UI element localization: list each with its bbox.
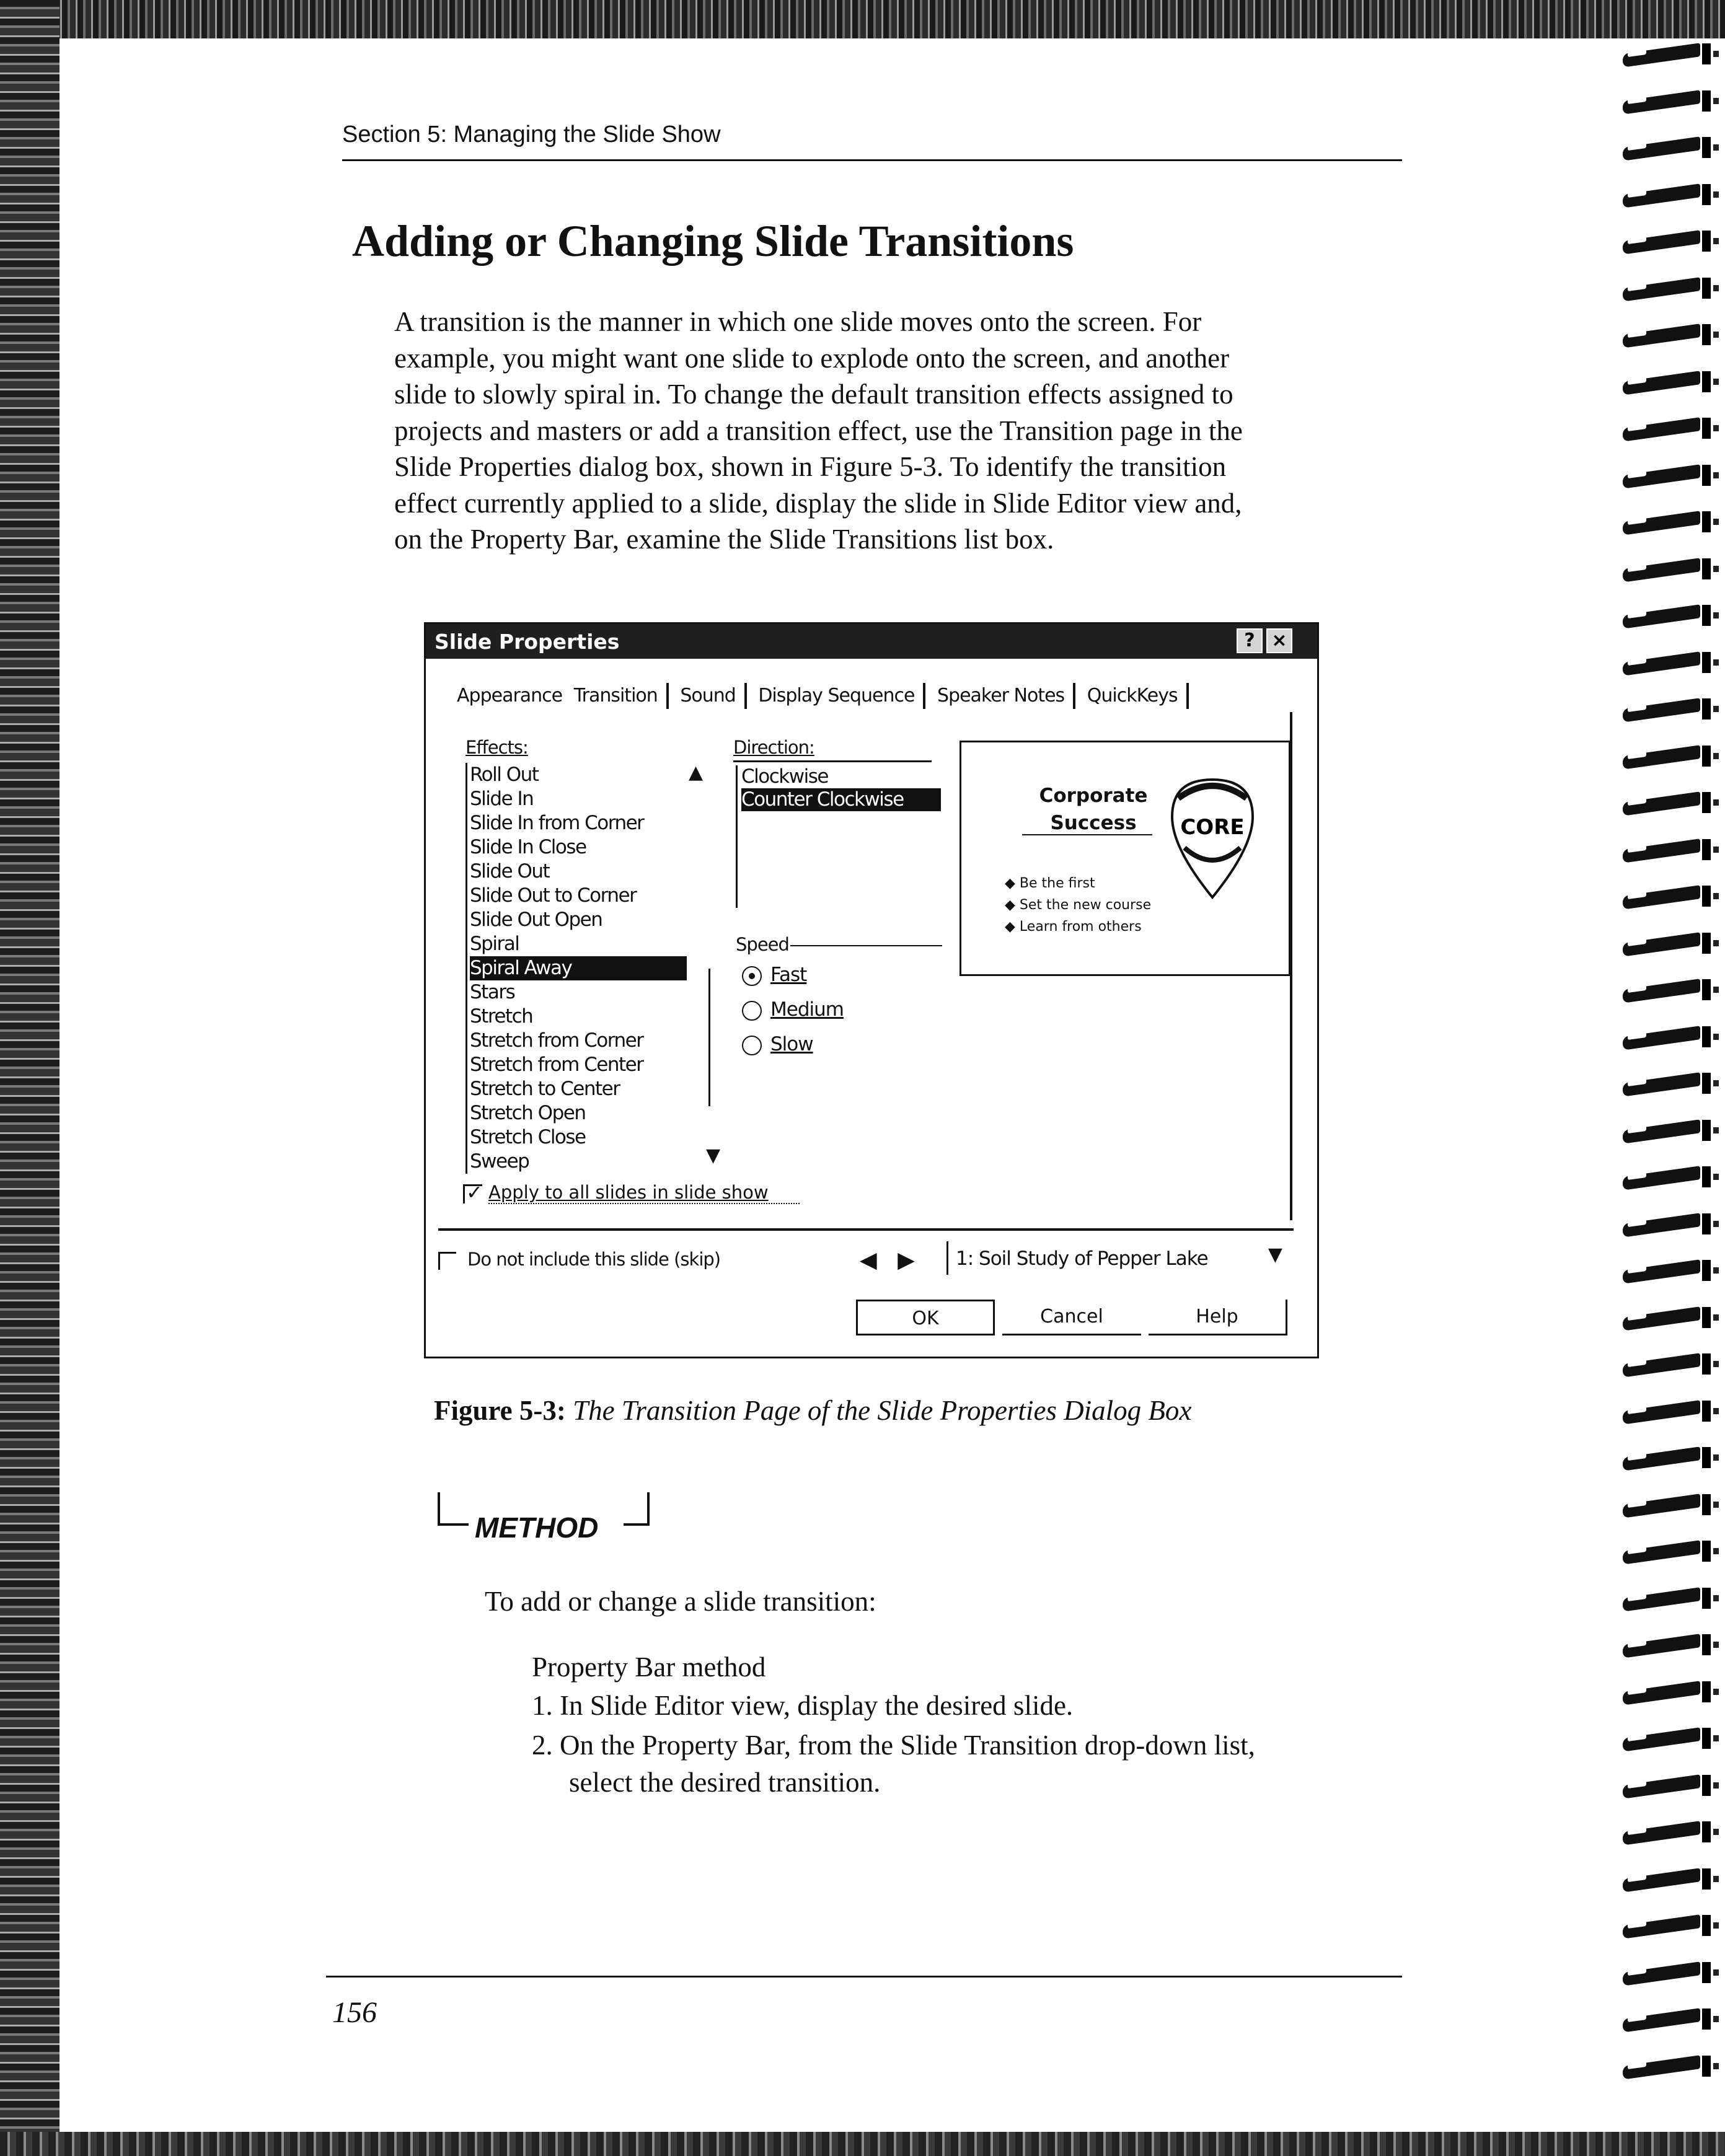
binding-coil: [1612, 933, 1725, 954]
preview-bullets: [1005, 873, 1151, 938]
effects-label: Effects:: [465, 737, 528, 758]
speed-fast-label: Fast: [770, 964, 807, 986]
binding-coil: [1612, 839, 1725, 860]
binding-coil: [1612, 418, 1725, 439]
method-box-edge: [438, 1492, 440, 1525]
binding-coil: [1612, 1868, 1725, 1890]
binding-coil: [1612, 90, 1725, 112]
direction-listbox[interactable]: [736, 765, 946, 908]
page-title: Adding or Changing Slide Transitions: [352, 216, 1074, 266]
speed-label: Speed: [736, 934, 789, 955]
tab-display-sequence[interactable]: Display Sequence: [758, 684, 915, 706]
figure-caption: [434, 1394, 1191, 1427]
effect-item[interactable]: Slide In: [470, 788, 534, 810]
method-box-edge: [624, 1523, 650, 1526]
cancel-button[interactable]: Cancel: [1002, 1300, 1141, 1335]
binding-coil: [1612, 1634, 1725, 1655]
binding-coil: [1612, 511, 1725, 532]
close-button[interactable]: ×: [1266, 628, 1292, 653]
scan-border-left: [0, 0, 60, 2156]
binding-coil: [1612, 1447, 1725, 1468]
intro-line: example, you might want one slide to explode onto the screen, and another: [394, 342, 1230, 374]
binding-coil: [1612, 1307, 1725, 1328]
intro-line: projects and masters or add a transition effect, use the Transition page in the: [394, 415, 1243, 446]
method-label: METHOD: [475, 1511, 599, 1544]
binding-coil: [1612, 1260, 1725, 1281]
speed-slow-radio[interactable]: [742, 1033, 813, 1055]
preview-title-line1: Corporate: [1039, 785, 1148, 807]
speed-group-rule: [790, 945, 942, 946]
ok-button[interactable]: OK: [856, 1300, 995, 1335]
apply-all-checkbox[interactable]: [463, 1182, 800, 1203]
binding-coil: [1612, 1821, 1725, 1842]
slide-properties-dialog: [424, 622, 1319, 1358]
tab-transition[interactable]: Transition: [573, 684, 658, 706]
preview-title: [1022, 782, 1165, 837]
binding-coil: [1612, 1401, 1725, 1422]
effect-item[interactable]: Stars: [470, 981, 515, 1003]
slide-select-dropdown[interactable]: [946, 1241, 1286, 1275]
tab-divider: [1073, 683, 1075, 709]
effects-listbox[interactable]: [465, 763, 702, 1174]
logo-text: CORE: [1180, 815, 1245, 840]
effect-item[interactable]: Sweep: [470, 1150, 529, 1173]
binding-coil: [1612, 1026, 1725, 1047]
direction-list-top-rule: [733, 760, 932, 762]
effect-item[interactable]: Stretch from Center: [470, 1054, 643, 1076]
radio-circle-icon: [742, 1036, 762, 1055]
binding-coil: [1612, 979, 1725, 1000]
method-box-edge: [438, 1523, 469, 1526]
direction-item[interactable]: Counter Clockwise: [741, 788, 941, 811]
footer-rule: [326, 1976, 1402, 1978]
effect-item[interactable]: Roll Out: [470, 763, 539, 786]
effect-item[interactable]: Stretch from Corner: [470, 1029, 643, 1052]
effect-item[interactable]: Slide In Close: [470, 836, 586, 858]
binding-coil: [1612, 1775, 1725, 1796]
header-rule: [342, 159, 1402, 161]
binding-coil: [1612, 465, 1725, 486]
effect-item[interactable]: Stretch Close: [470, 1126, 586, 1148]
direction-label: Direction:: [733, 737, 814, 758]
binding-coil: [1612, 2009, 1725, 2030]
binding-coil: [1612, 43, 1725, 64]
scroll-down-arrow-icon[interactable]: ▼: [706, 1145, 721, 1166]
intro-line: Slide Properties dialog box, shown in Figure 5-3. To identify the transition: [394, 451, 1227, 482]
intro-line: on the Property Bar, examine the Slide Transitions list box.: [394, 524, 1054, 555]
speed-medium-radio[interactable]: [742, 998, 844, 1021]
speed-slow-label: Slow: [770, 1033, 813, 1055]
step-1: 1. In Slide Editor view, display the desired slide.: [532, 1690, 1074, 1721]
next-slide-icon[interactable]: ▶: [898, 1247, 915, 1273]
preview-title-line2: Success: [1050, 812, 1137, 834]
binding-coil: [1612, 792, 1725, 813]
binding-coil: [1612, 1166, 1725, 1187]
method-intro: To add or change a slide transition:: [485, 1586, 876, 1617]
effect-item[interactable]: Stretch Open: [470, 1102, 586, 1124]
apply-all-label: Apply to all slides in slide show: [488, 1182, 800, 1204]
effect-item[interactable]: Spiral Away: [470, 956, 687, 980]
effect-item[interactable]: Spiral: [470, 933, 519, 955]
core-logo-icon: [1166, 773, 1259, 904]
radio-circle-icon: [742, 1001, 762, 1021]
chevron-down-icon[interactable]: ▼: [1268, 1244, 1282, 1265]
binding-coil: [1612, 137, 1725, 158]
intro-line: effect currently applied to a slide, display the slide in Slide Editor view and,: [394, 487, 1242, 519]
dialog-title-bar: [426, 624, 1317, 659]
panel-bottom-edge: [438, 1228, 1294, 1231]
method-heading: Property Bar method: [532, 1652, 766, 1683]
preview-bullet: ◆ Set the new course: [1005, 894, 1151, 916]
skip-slide-label: Do not include this slide (skip): [467, 1249, 721, 1270]
tab-strip: [457, 683, 1195, 709]
spiral-binding: [1612, 43, 1725, 2107]
page-number: 156: [332, 1996, 377, 2029]
intro-paragraph: [394, 304, 1374, 558]
method-box: [438, 1492, 650, 1542]
binding-coil: [1612, 371, 1725, 392]
tab-sound[interactable]: Sound: [680, 684, 736, 706]
dialog-title: Slide Properties: [435, 630, 620, 654]
radio-circle-icon: [742, 966, 762, 986]
binding-coil: [1612, 1915, 1725, 1936]
binding-coil: [1612, 1494, 1725, 1515]
slide-select-value: 1: Soil Study of Pepper Lake: [956, 1247, 1208, 1270]
previous-slide-icon[interactable]: ◀: [860, 1247, 877, 1273]
preview-title-rule: [1022, 834, 1152, 835]
slide-nav-arrows: [860, 1247, 915, 1273]
tab-divider: [744, 683, 747, 709]
binding-coil: [1612, 1213, 1725, 1234]
binding-coil: [1612, 324, 1725, 345]
binding-coil: [1612, 698, 1725, 719]
binding-coil: [1612, 1681, 1725, 1702]
tab-divider: [1186, 683, 1189, 709]
binding-coil: [1612, 1073, 1725, 1094]
intro-line: slide to slowly spiral in. To change the default transition effects assigned to: [394, 379, 1233, 410]
effect-item[interactable]: Slide Out Open: [470, 909, 602, 931]
binding-coil: [1612, 886, 1725, 907]
binding-coil: [1612, 231, 1725, 252]
transition-preview: [960, 741, 1290, 976]
binding-coil: [1612, 278, 1725, 299]
tab-quickkeys[interactable]: QuickKeys: [1087, 684, 1178, 706]
help-button[interactable]: Help: [1149, 1300, 1287, 1335]
binding-coil: [1612, 746, 1725, 767]
binding-coil: [1612, 1541, 1725, 1562]
speed-medium-label: Medium: [770, 998, 844, 1021]
scan-border-bottom: [0, 2132, 1725, 2156]
help-title-button[interactable]: ?: [1237, 628, 1263, 653]
tab-speaker-notes[interactable]: Speaker Notes: [937, 684, 1065, 706]
scroll-up-arrow-icon[interactable]: ▲: [689, 762, 704, 783]
binding-coil: [1612, 1962, 1725, 1983]
effect-item[interactable]: Slide Out to Corner: [470, 884, 637, 907]
preview-bullet: ◆ Be the first: [1005, 873, 1151, 894]
tab-divider: [923, 683, 925, 709]
method-box-edge: [647, 1492, 650, 1525]
checkbox-unchecked-icon: [438, 1252, 456, 1270]
effect-item[interactable]: Stretch: [470, 1005, 533, 1027]
binding-coil: [1612, 652, 1725, 673]
figure-title: The Transition Page of the Slide Properties Dialog Box: [573, 1395, 1192, 1426]
scrollbar-track[interactable]: [708, 969, 710, 1106]
binding-coil: [1612, 184, 1725, 205]
effect-item[interactable]: Slide Out: [470, 860, 550, 882]
binding-coil: [1612, 1728, 1725, 1749]
effect-item[interactable]: Stretch to Center: [470, 1078, 620, 1100]
preview-bullet: ◆ Learn from others: [1005, 916, 1151, 938]
speed-fast-radio[interactable]: [742, 964, 806, 986]
step-2: 2. On the Property Bar, from the Slide Transition drop-down list,: [532, 1730, 1255, 1761]
step-2-continued: select the desired transition.: [569, 1767, 881, 1798]
running-head: Section 5: Managing the Slide Show: [342, 121, 721, 147]
intro-line: A transition is the manner in which one slide moves onto the screen. For: [394, 306, 1202, 337]
skip-slide-checkbox[interactable]: [438, 1249, 720, 1270]
effect-item[interactable]: Slide In from Corner: [470, 812, 644, 834]
binding-coil: [1612, 1588, 1725, 1609]
binding-coil: [1612, 1353, 1725, 1375]
scan-border-top: [0, 0, 1725, 38]
tab-appearance[interactable]: Appearance: [457, 684, 563, 706]
binding-coil: [1612, 1120, 1725, 1141]
checkbox-checked-icon: [463, 1184, 482, 1203]
tab-divider: [666, 683, 669, 709]
binding-coil: [1612, 2056, 1725, 2077]
figure-number: Figure 5-3:: [434, 1395, 566, 1426]
binding-coil: [1612, 605, 1725, 626]
binding-coil: [1612, 558, 1725, 579]
direction-item[interactable]: Clockwise: [741, 765, 828, 788]
